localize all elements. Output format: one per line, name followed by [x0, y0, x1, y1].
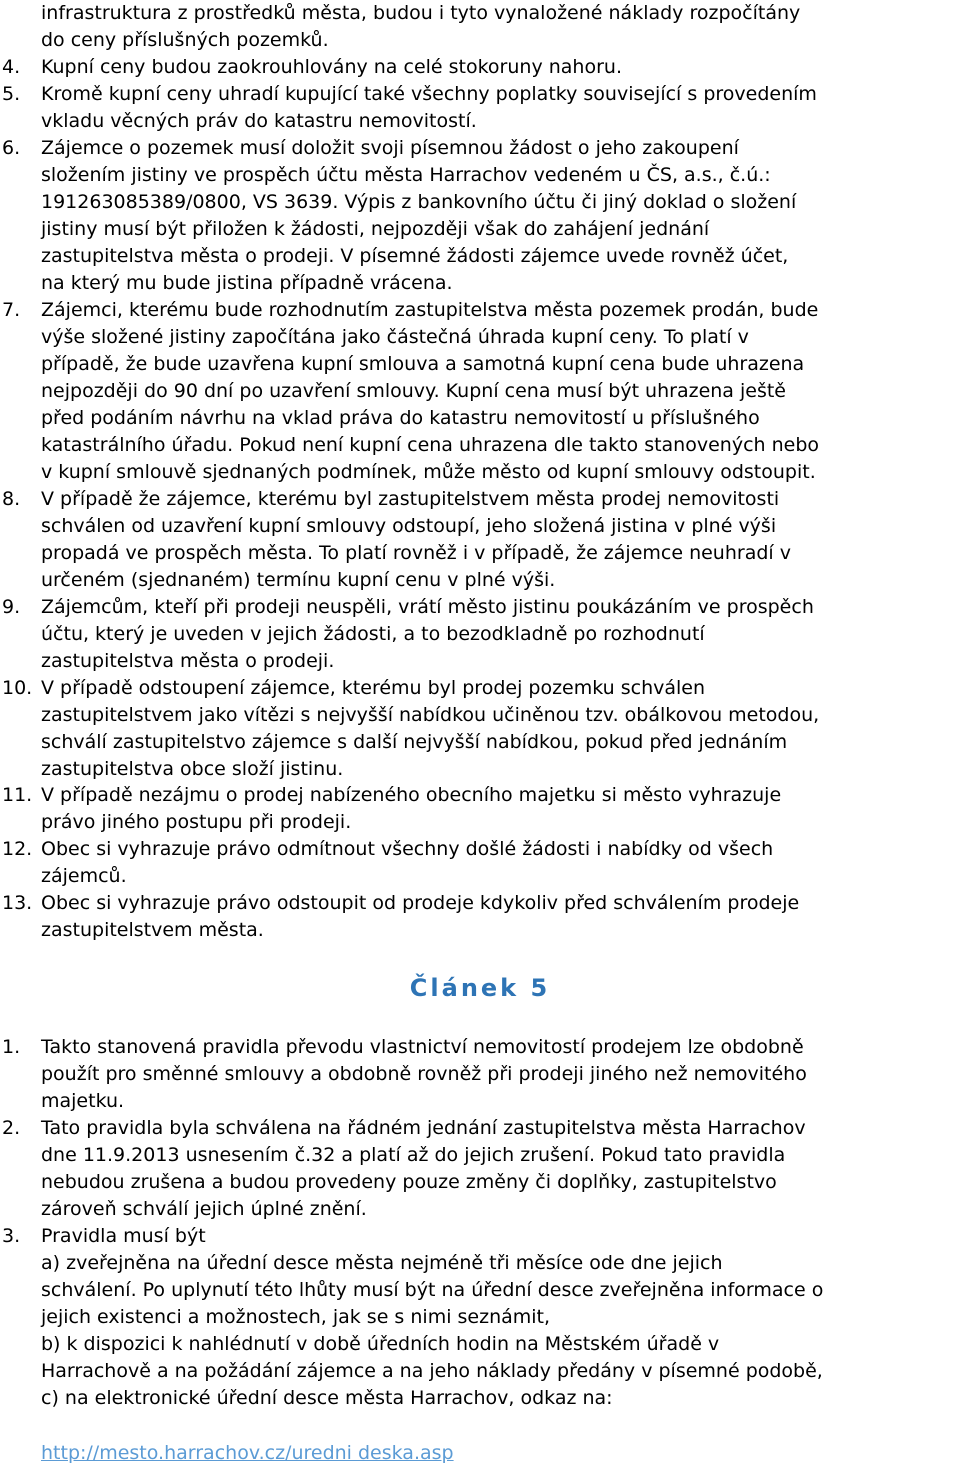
list-number: 2.: [2, 1117, 21, 1139]
text-line: nejpozději do 90 dní po uzavření smlouvy. Kupní cena musí být uhrazena ještě: [41, 380, 786, 402]
text-line: případě, že bude uzavřena kupní smlouva a samotná kupní cena bude uhrazena: [41, 353, 805, 375]
text-line: vkladu věcných práv do katastru nemovitostí.: [41, 110, 477, 132]
text-line: Kromě kupní ceny uhradí kupující také všechny poplatky související s provedením: [41, 83, 817, 105]
text-line: zastupitelstva města o prodeji.: [41, 650, 335, 672]
list-number: 7.: [2, 299, 21, 321]
text-line: Takto stanovená pravidla převodu vlastnictví nemovitostí prodejem lze obdobně: [41, 1036, 804, 1058]
list-number: 6.: [2, 137, 21, 159]
text-line: použít pro směnné smlouvy a obdobně rovněž při prodeji jiného než nemovitého: [41, 1063, 807, 1085]
text-line: V případě odstoupení zájemce, kterému byl prodej pozemku schválen: [41, 677, 706, 699]
text-line: V případě že zájemce, kterému byl zastupitelstvem města prodej nemovitosti: [41, 488, 780, 510]
text-line: dne 11.9.2013 usnesením č.32 a platí až do jejich zrušení. Pokud tato pravidla: [41, 1144, 786, 1166]
text-line: schválí zastupitelstvo zájemce s další nejvyšší nabídkou, pokud před jednáním: [41, 731, 788, 753]
text-line: účtu, který je uveden v jejich žádosti, a to bezodkladně po rozhodnutí: [41, 623, 705, 645]
text-line: katastrálního úřadu. Pokud není kupní cena uhrazena dle takto stanovených nebo: [41, 434, 820, 456]
text-line: Zájemci, kterému bude rozhodnutím zastupitelstva města pozemek prodán, bude: [41, 299, 819, 321]
text-line: na který mu bude jistina případně vrácena.: [41, 272, 453, 294]
text-line: propadá ve prospěch města. To platí rovněž i v případě, že zájemce neuhradí v: [41, 542, 791, 564]
text-line: Obec si vyhrazuje právo odstoupit od prodeje kdykoliv před schválením prodeje: [41, 892, 800, 914]
list-number: 10.: [2, 677, 33, 699]
text-line: určeném (sjednaném) termínu kupní cenu v plné výši.: [41, 569, 556, 591]
text-line: do ceny příslušných pozemků.: [41, 29, 329, 51]
text-line: V případě nezájmu o prodej nabízeného obecního majetku si město vyhrazuje: [41, 784, 782, 806]
list-number: 8.: [2, 488, 21, 510]
list-number: 9.: [2, 596, 21, 618]
text-line: jistiny musí být přiložen k žádosti, nejpozději však do zahájení jednání: [41, 218, 710, 240]
text-line: zájemců.: [41, 865, 127, 887]
list-number: 4.: [2, 56, 21, 78]
text-line: Zájemce o pozemek musí doložit svoji písemnou žádost o jeho zakoupení: [41, 137, 739, 159]
text-line: infrastruktura z prostředků města, budou i tyto vynaložené náklady rozpočítány: [41, 2, 801, 24]
list-number: 5.: [2, 83, 21, 105]
list-number: 1.: [2, 1036, 21, 1058]
text-line: Tato pravidla byla schválena na řádném jednání zastupitelstva města Harrachov: [41, 1117, 806, 1139]
text-line: jejich existenci a možnostech, jak se s nimi seznámit,: [41, 1306, 551, 1328]
text-line: c) na elektronické úřední desce města Harrachov, odkaz na:: [41, 1387, 613, 1409]
text-line: zastupitelstvem jako vítězi s nejvyšší nabídkou učiněnou tzv. obálkovou metodou,: [41, 704, 820, 726]
text-line: b) k dispozici k nahlédnutí v době úředních hodin na Městském úřadě v: [41, 1333, 720, 1355]
text-line: majetku.: [41, 1090, 125, 1112]
text-line: Kupní ceny budou zaokrouhlovány na celé stokoruny nahoru.: [41, 56, 622, 78]
text-line: zastupitelstva obce složí jistinu.: [41, 758, 344, 780]
text-line: schválení. Po uplynutí této lhůty musí být na úřední desce zveřejněna informace o: [41, 1279, 824, 1301]
text-line: Pravidla musí být: [41, 1225, 206, 1247]
uredni-deska-link[interactable]: http://mesto.harrachov.cz/uredni deska.asp: [41, 1442, 454, 1464]
text-line: nebudou zrušena a budou provedeny pouze změny či doplňky, zastupitelstvo: [41, 1171, 777, 1193]
text-line: v kupní smlouvě sjednaných podmínek, může město od kupní smlouvy odstoupit.: [41, 461, 816, 483]
list-number: 11.: [2, 784, 33, 806]
text-line: složením jistiny ve prospěch účtu města Harrachov vedeném u ČS, a.s., č.ú.:: [41, 164, 771, 186]
text-line: právo jiného postupu při prodeji.: [41, 811, 352, 833]
list-number: 3.: [2, 1225, 21, 1247]
text-line: a) zveřejněna na úřední desce města nejméně tři měsíce ode dne jejich: [41, 1252, 723, 1274]
text-line: Harrachově a na požádání zájemce a na jeho náklady předány v písemné podobě,: [41, 1360, 823, 1382]
list-number: 12.: [2, 838, 33, 860]
text-line: výše složené jistiny započítána jako částečná úhrada kupní ceny. To platí v: [41, 326, 749, 348]
text-line: 191263085389/0800, VS 3639. Výpis z bankovního účtu či jiný doklad o složení: [41, 191, 797, 213]
text-line: Zájemcům, kteří při prodeji neuspěli, vrátí město jistinu poukázáním ve prospěch: [41, 596, 814, 618]
text-line: schválen od uzavření kupní smlouvy odstoupí, jeho složená jistina v plné výši: [41, 515, 777, 537]
text-line: Obec si vyhrazuje právo odmítnout všechny došlé žádosti i nabídky od všech: [41, 838, 774, 860]
text-line: zároveň schválí jejich úplné znění.: [41, 1198, 367, 1220]
text-line: před podáním návrhu na vklad práva do katastru nemovitostí u příslušného: [41, 407, 760, 429]
text-line: zastupitelstva města o prodeji. V písemné žádosti zájemce uvede rovněž účet,: [41, 245, 789, 267]
text-line: zastupitelstvem města.: [41, 919, 264, 941]
list-number: 13.: [2, 892, 33, 914]
section-heading: Článek 5: [409, 974, 551, 1002]
